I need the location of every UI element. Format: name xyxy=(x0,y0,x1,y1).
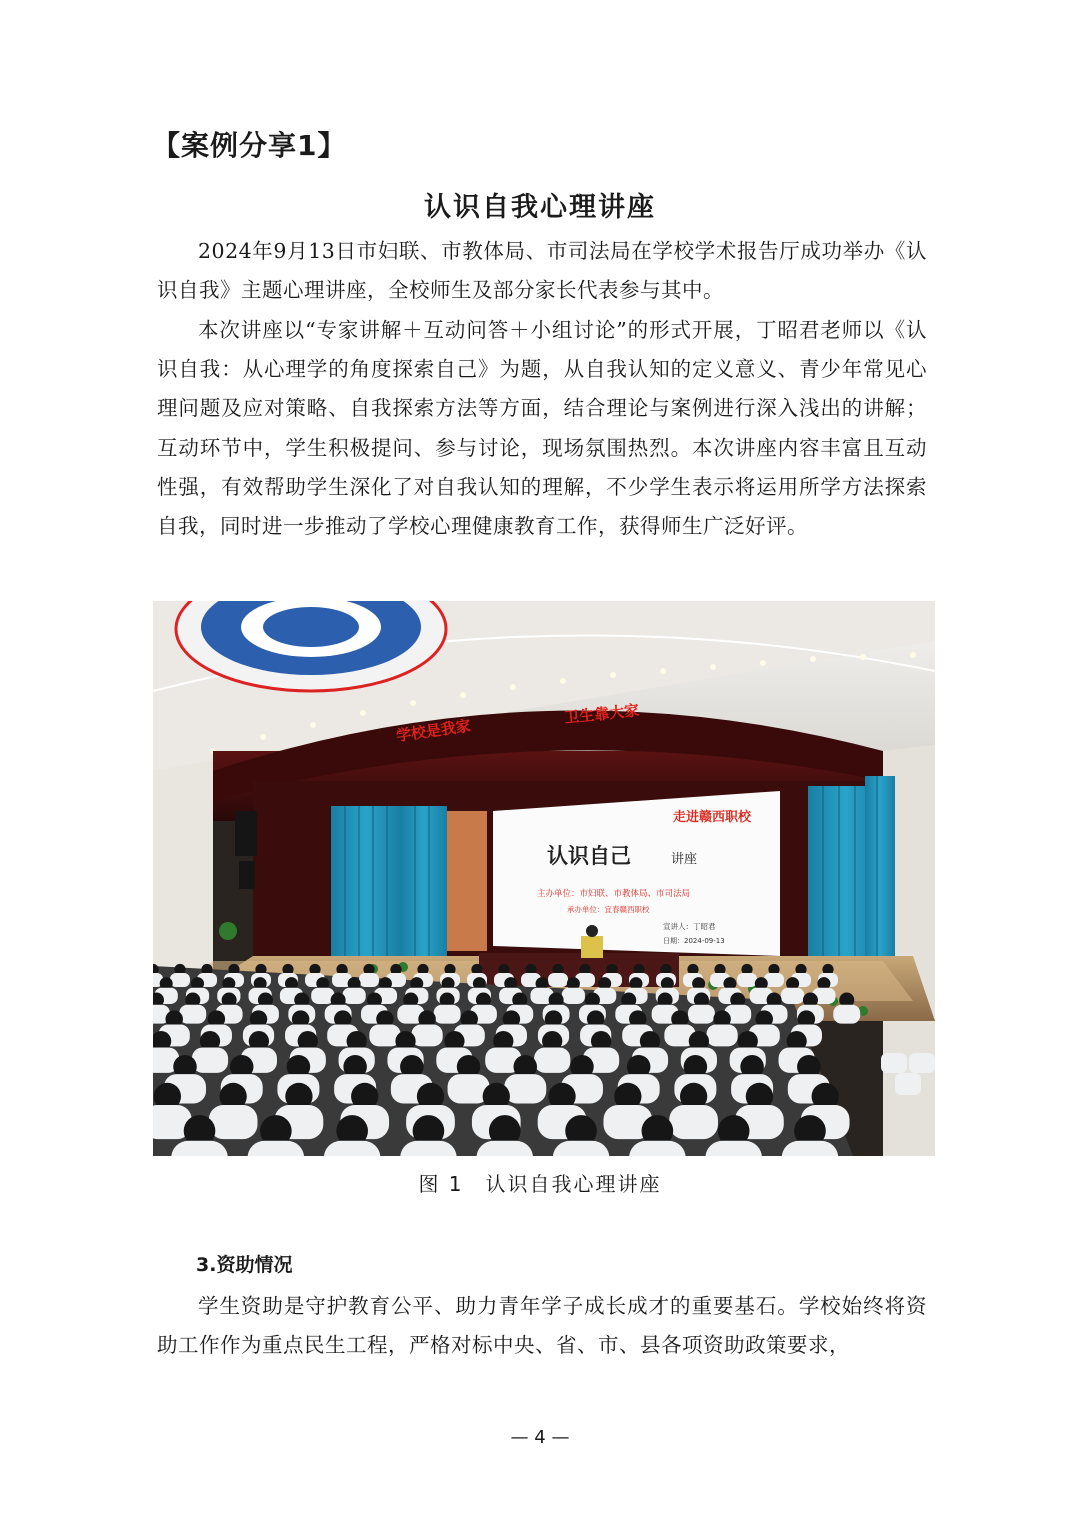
body-paragraph: 本次讲座以“专家讲解＋互动问答＋小组讨论”的形式开展，丁昭君老师以《认识自我：从心理学的角度探索自己》为题，从自我认知的定义意义、青少年常见心理问题及应对策略、自我探索方法等方面，结合理论与案例进行深入浅出的讲解；互动环节中，学生积极提问、参与讨论，现场氛围热烈。本次讲座内容丰富且互动性强，有效帮助学生深化了对自我认知的理解，不少学生表示将运用所学方法探索自我，同时进一步推动了学校心理健康教育工作，获得师生广泛好评。 xyxy=(157,318,927,539)
body-paragraph: 学生资助是守护教育公平、助力青年学子成长成才的重要基石。学校始终将资助工作作为重点民生工程，严格对标中央、省、市、县各项资助政策要求， xyxy=(157,1294,927,1358)
lecture-photo xyxy=(153,601,935,1156)
screen-title: 认识自己 xyxy=(547,844,631,868)
figure-number: 图 1 xyxy=(418,1172,464,1196)
section-heading: 3.资助情况 xyxy=(196,1254,293,1276)
screen-speaker: 宣讲人：丁昭君 xyxy=(663,922,716,931)
page-number: — 4 — xyxy=(510,1427,570,1448)
case-heading: 【案例分享1】 xyxy=(152,129,347,162)
projection-screen xyxy=(493,791,780,956)
banner-left: 学校是我家 xyxy=(395,716,472,745)
banner-right: 卫生靠大家 xyxy=(563,701,641,727)
screen-organizer: 主办单位：市妇联、市教体局、市司法局 xyxy=(537,889,691,899)
article-title: 认识自我心理讲座 xyxy=(424,192,656,223)
screen-co-organizer: 承办单位：宜春赣西职校 xyxy=(567,905,650,914)
screen-date: 日期：2024-09-13 xyxy=(663,937,725,945)
screen-top-line: 走进赣西职校 xyxy=(673,810,752,825)
figure-caption xyxy=(0,1168,1080,1200)
figure-caption-text: 认识自我心理讲座 xyxy=(485,1172,662,1196)
body-paragraph: 2024年9月13日市妇联、市教体局、市司法局在学校学术报告厅成功举办《认识自我》主题心理讲座，全校师生及部分家长代表参与其中。 xyxy=(157,239,927,303)
screen-title-suffix: 讲座 xyxy=(671,852,698,867)
